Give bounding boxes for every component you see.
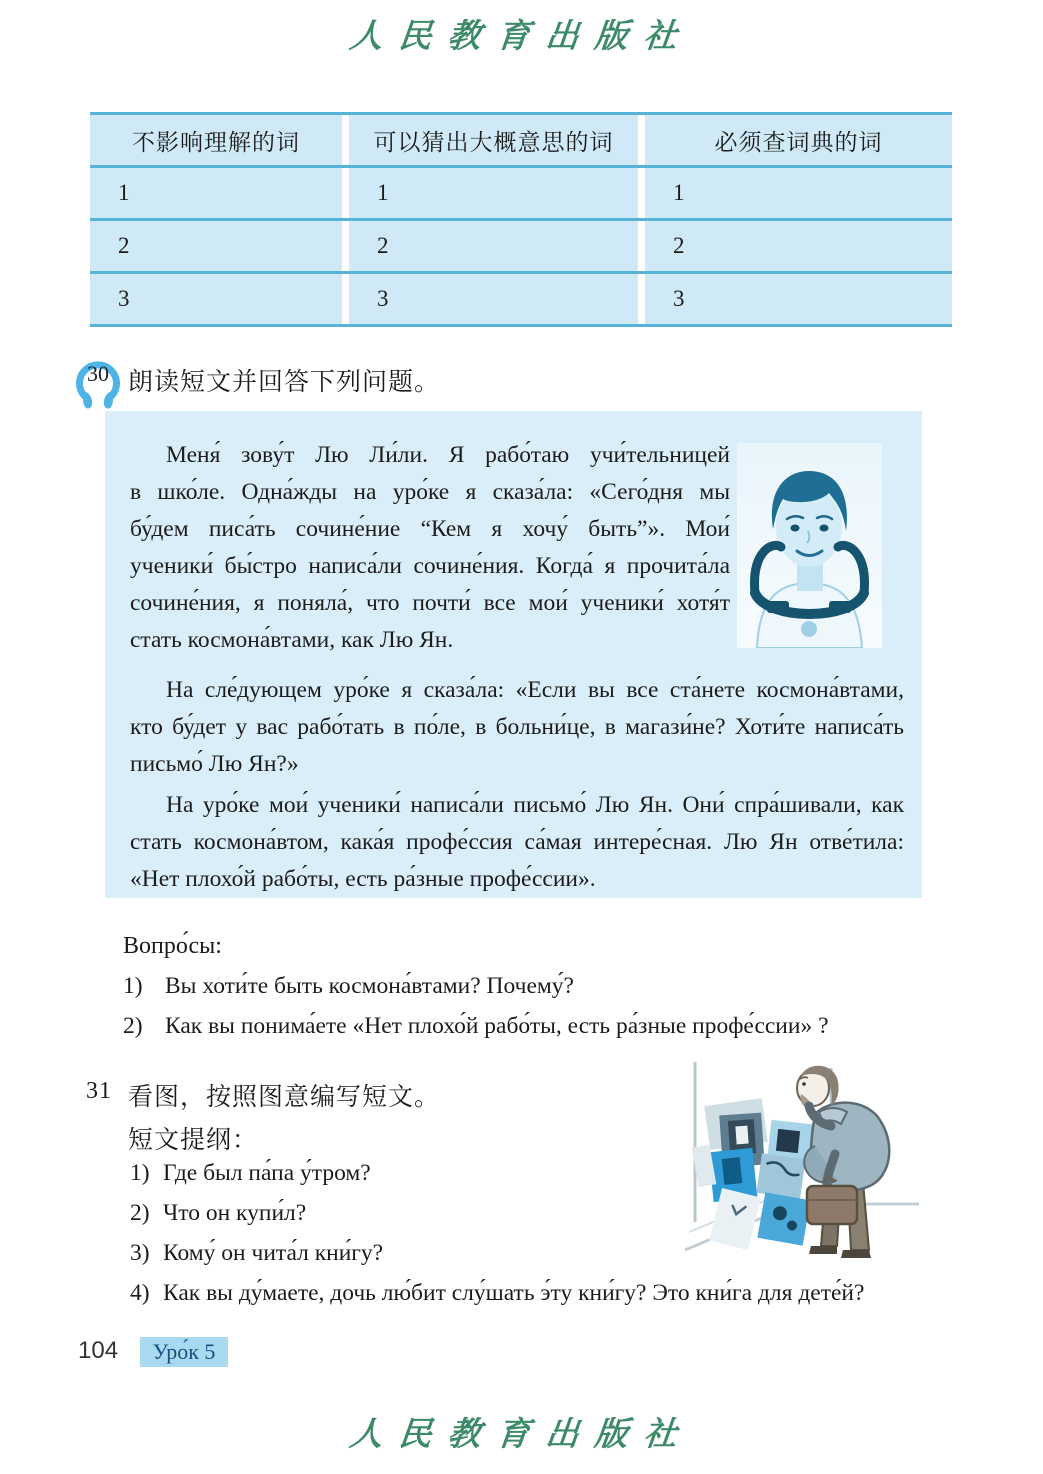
table-cell: 3 xyxy=(349,274,638,324)
vocab-table-header-row xyxy=(90,112,952,165)
table-row xyxy=(90,165,952,218)
outline-heading: 短文提纲： xyxy=(128,1127,259,1154)
outline-text: Как вы ду́маете, дочь лю́бит слу́шать э́ту кни́гу? Это кни́га для дете́й? xyxy=(163,1280,865,1306)
astronaut-portrait-photo xyxy=(737,443,882,648)
item-number: 1) xyxy=(123,973,143,999)
questions-section xyxy=(123,930,829,1042)
vocab-table-header-cell: 不影响理解的词 xyxy=(90,115,342,165)
reading-line: стать космона́втом, кака́я профе́ссия са́мая интере́сная. Лю Ян отве́тила: xyxy=(130,829,904,855)
item-number: 1) xyxy=(130,1160,150,1186)
page-number: 104 xyxy=(78,1337,119,1364)
table-cell: 3 xyxy=(90,274,342,324)
reading-line: На уро́ке мои́ ученики́ написа́ли письмо́ Лю Ян. Они́ спра́шивали, как xyxy=(166,792,904,818)
question-text: Как вы понима́ете «Нет плохо́й рабо́ты, есть ра́зные профе́ссии» ? xyxy=(165,1013,829,1039)
reading-line: стать космона́втами, как Лю Ян. xyxy=(130,627,454,653)
vocab-table xyxy=(90,112,952,327)
lesson-badge: Уро́к 5 xyxy=(140,1337,228,1367)
exercise30-instruction: 朗读短文并回答下列问题。 xyxy=(128,369,441,396)
list-item xyxy=(130,1273,864,1313)
man-at-bookstall-illustration xyxy=(685,1054,919,1258)
table-row xyxy=(90,218,952,271)
exercise-number: 30 xyxy=(87,361,109,386)
table-cell: 2 xyxy=(645,221,952,271)
reading-line: письмо́ Лю Ян?» xyxy=(130,751,299,777)
item-number: 2) xyxy=(130,1200,150,1226)
list-item xyxy=(123,1011,829,1042)
bookstall-graphic xyxy=(685,1054,919,1258)
reading-line: кто бу́дет у вас рабо́тать в по́ле, в больни́це, в магази́не? Хоти́те написа́ть xyxy=(130,714,904,740)
item-number: 3) xyxy=(130,1240,150,1266)
questions-heading: Вопро́сы: xyxy=(123,933,222,959)
exercise31-instruction: 看图，按照图意编写短文。 xyxy=(128,1084,441,1111)
exercise-number: 31 xyxy=(86,1078,112,1104)
reading-line: На сле́дующем уро́ке я сказа́ла: «Если вы все ста́нете космона́втами, xyxy=(166,677,904,703)
reading-paragraph-2 xyxy=(130,672,904,783)
question-text: Вы хоти́те быть космона́втами? Почему́? xyxy=(165,973,574,999)
publisher-logo-top: 人民教育出版社 xyxy=(347,16,695,55)
reading-line: «Нет плохо́й рабо́ты, есть ра́зные профе́ссии». xyxy=(130,866,596,892)
reading-line: сочине́ния, я поняла́, что почти́ все мои́ ученики́ хотя́т xyxy=(130,590,730,616)
vocab-table-header-cell: 必须查词典的词 xyxy=(645,115,952,165)
list-item xyxy=(123,971,829,1002)
outline-text: Кому́ он чита́л кни́гу? xyxy=(163,1240,384,1266)
table-cell: 3 xyxy=(645,274,952,324)
table-cell: 1 xyxy=(645,168,952,218)
table-cell: 2 xyxy=(349,221,638,271)
reading-line: в шко́ле. Одна́жды на уро́ке я сказа́ла: «Сего́дня мы xyxy=(130,479,730,505)
table-row xyxy=(90,271,952,327)
reading-line: ученики́ бы́стро написа́ли сочине́ния. Когда́ я прочита́ла xyxy=(130,553,730,579)
table-cell: 1 xyxy=(349,168,638,218)
item-number: 2) xyxy=(123,1013,143,1039)
table-cell: 2 xyxy=(90,221,342,271)
table-cell: 1 xyxy=(90,168,342,218)
astronaut-portrait-graphic xyxy=(737,443,882,648)
reading-line: бу́дем писа́ть сочине́ние “Кем я хочу́ быть”». Мои́ xyxy=(130,516,730,542)
outline-text: Что он купи́л? xyxy=(163,1200,307,1226)
publisher-logo-bottom: 人民教育出版社 xyxy=(347,1414,695,1453)
vocab-table-header-cell: 可以猜出大概意思的词 xyxy=(349,115,638,165)
item-number: 4) xyxy=(130,1280,150,1306)
reading-line: Меня́ зову́т Лю Ли́ли. Я рабо́таю учи́тельницей xyxy=(166,442,730,468)
headphones-icon xyxy=(74,352,122,414)
reading-paragraph-3 xyxy=(130,787,904,898)
outline-text: Где был па́па у́тром? xyxy=(163,1160,371,1186)
reading-passage-box xyxy=(105,411,922,898)
